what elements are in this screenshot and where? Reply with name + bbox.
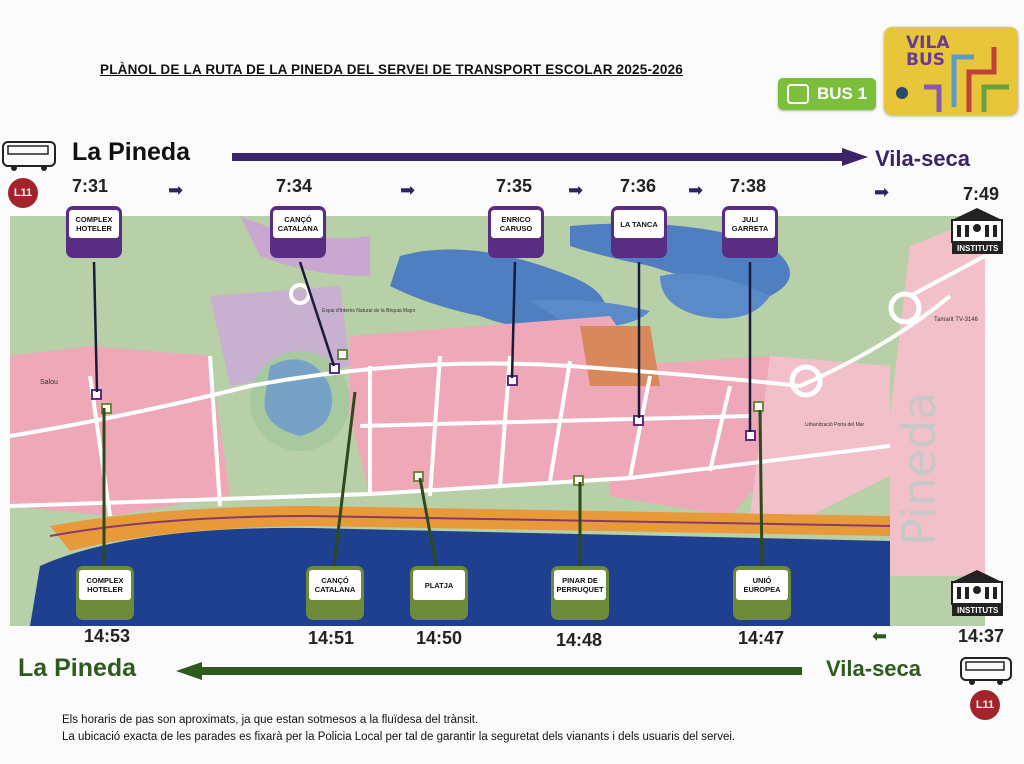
stop-sign-outbound-1: CANÇÓ CATALANA xyxy=(270,206,326,258)
footer-note-2: La ubicació exacta de les parades es fixarà per la Policia Local per tal de garantir la seguretat dels vianants i dels usuaris del servei. xyxy=(62,731,736,743)
stop-sign-outbound-3: LA TANCA xyxy=(611,206,667,258)
stop-sign-return-4: UNIÓ EUROPEA xyxy=(733,566,791,620)
return-origin: Vila-seca xyxy=(826,656,922,681)
arrow-left-icon: ⬅ xyxy=(872,626,888,646)
institutes-label-outbound: INSTITUTS xyxy=(952,243,1003,254)
time-return-0: 14:53 xyxy=(84,626,131,646)
arrow-right-icon: ➡ xyxy=(400,180,416,200)
footer-notes xyxy=(62,712,735,746)
stop-sign-return-0: COMPLEX HOTELER xyxy=(76,566,134,620)
time-outbound-4: 7:38 xyxy=(730,176,767,196)
time-return-departure: 14:37 xyxy=(958,626,1005,646)
outbound-origin: La Pineda xyxy=(72,138,191,166)
time-outbound-arrival: 7:49 xyxy=(963,184,1000,204)
map-label-urbanitzacio: Urbanització Porta del Mar xyxy=(805,422,865,428)
stop-sign-return-3: PINAR DE PERRUQUET xyxy=(551,566,609,620)
institutes-label-return: INSTITUTS xyxy=(952,605,1003,616)
time-return-3: 14:48 xyxy=(556,630,603,650)
return-direction-arrow xyxy=(176,662,806,684)
arrow-right-icon: ➡ xyxy=(568,180,584,200)
stop-sign-outbound-4: JULI GARRETA xyxy=(722,206,778,258)
footer-note-1: Els horaris de pas son aproximats, ja que estan sotmesos a la fluïdesa del trànsit. xyxy=(62,714,479,726)
line-badge-return: L11 xyxy=(970,690,1000,720)
time-return-1: 14:51 xyxy=(308,628,355,648)
return-destination: La Pineda xyxy=(18,654,137,682)
map-label-tamarit: Tamarit TV-3146 xyxy=(934,317,978,323)
stop-sign-return-2: PLATJA xyxy=(410,566,468,620)
time-return-2: 14:50 xyxy=(416,628,463,648)
arrow-right-icon: ➡ xyxy=(168,180,184,200)
stop-sign-return-1: CANÇÓ CATALANA xyxy=(306,566,364,620)
arrow-right-icon: ➡ xyxy=(688,180,704,200)
line-badge-outbound: L11 xyxy=(8,178,38,208)
time-outbound-0: 7:31 xyxy=(72,176,109,196)
map-label-pineda: Pineda xyxy=(892,391,946,546)
bus-outline-icon xyxy=(958,654,1018,688)
logo-text: VILA BUS xyxy=(906,33,950,70)
time-outbound-3: 7:36 xyxy=(620,176,657,196)
outbound-destination: Vila-seca xyxy=(875,146,971,171)
map-label-salou: Salou xyxy=(40,379,58,386)
time-return-4: 14:47 xyxy=(738,628,785,648)
page-title: PLÀNOL DE LA RUTA DE LA PINEDA DEL SERVEI DE TRANSPORT ESCOLAR 2025-2026 xyxy=(100,62,684,77)
map-label-espai: Espai d'Interès Natural de la Bèquia Major xyxy=(322,308,416,314)
bus-badge-label: BUS 1 xyxy=(816,84,868,103)
arrow-right-icon: ➡ xyxy=(874,182,890,202)
stop-sign-outbound-2: ENRICO CARUSO xyxy=(488,206,544,258)
stop-sign-outbound-0: COMPLEX HOTELER xyxy=(66,206,122,258)
time-outbound-2: 7:35 xyxy=(496,176,533,196)
time-outbound-1: 7:34 xyxy=(276,176,313,196)
